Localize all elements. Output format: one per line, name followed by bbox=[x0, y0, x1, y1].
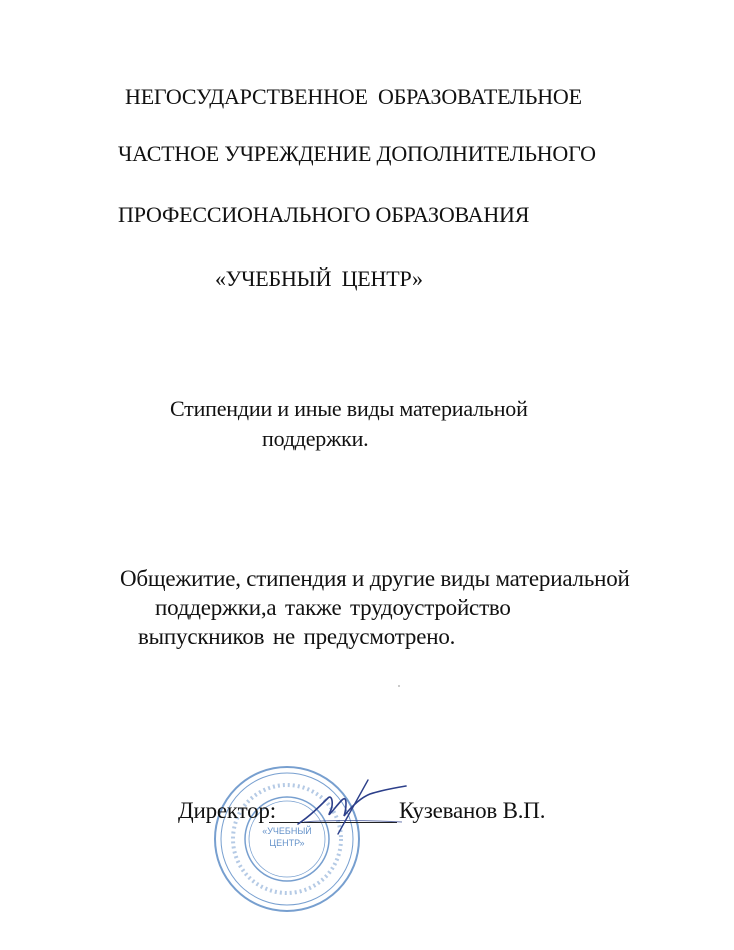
org-name-line-2: ЧАСТНОЕ УЧРЕЖДЕНИЕ ДОПОЛНИТЕЛЬНОГО bbox=[118, 141, 596, 166]
director-name: Кузеванов В.П. bbox=[399, 798, 546, 823]
org-name-line-1: НЕГОСУДАРСТВЕННОЕ ОБРАЗОВАТЕЛЬНОЕ bbox=[125, 84, 582, 109]
director-label: Директор: bbox=[178, 798, 276, 823]
org-name-line-3: ПРОФЕССИОНАЛЬНОГО ОБРАЗОВАНИЯ bbox=[118, 202, 530, 227]
org-name-line-4: «УЧЕБНЫЙ ЦЕНТР» bbox=[215, 266, 423, 291]
handwritten-signature bbox=[290, 776, 410, 836]
svg-text:ЦЕНТР»: ЦЕНТР» bbox=[269, 838, 305, 848]
body-line-2: поддержки,а также трудоустройство bbox=[155, 595, 511, 620]
section-title-line-1: Стипендии и иные виды материальной bbox=[170, 396, 528, 421]
body-line-3: выпускников не предусмотрено. bbox=[138, 624, 456, 649]
body-line-1: Общежитие, стипендия и другие виды материальной bbox=[120, 566, 630, 591]
scan-speck bbox=[398, 685, 400, 687]
svg-text:«УЧЕБНЫЙ: «УЧЕБНЫЙ bbox=[262, 826, 312, 836]
section-title-line-2: поддержки. bbox=[262, 426, 369, 451]
